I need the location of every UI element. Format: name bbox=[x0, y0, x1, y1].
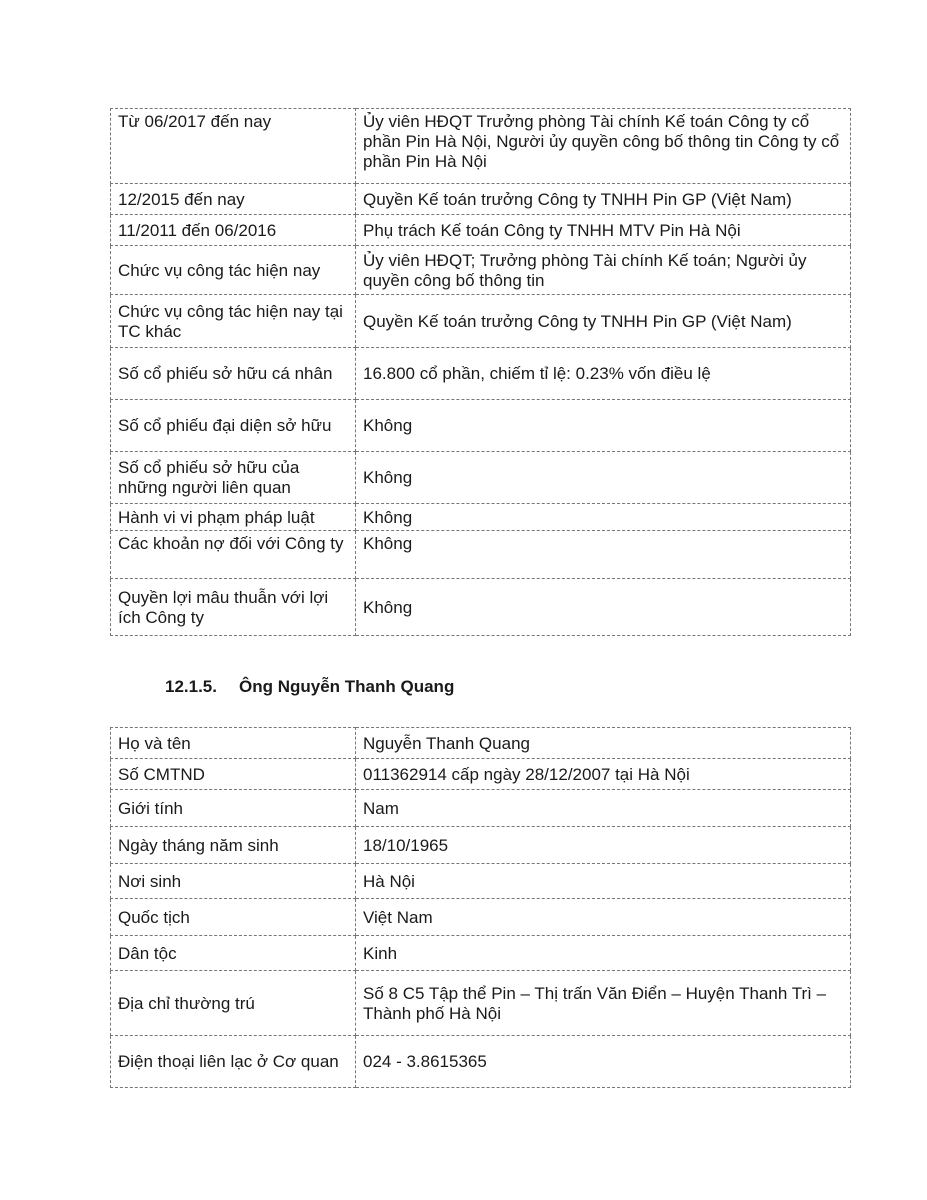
table-row bbox=[111, 109, 851, 184]
row-label: Chức vụ công tác hiện nay tại TC khác bbox=[111, 295, 356, 348]
row-label: Số cổ phiếu sở hữu của những người liên quan bbox=[111, 452, 356, 504]
row-label: 12/2015 đến nay bbox=[111, 184, 356, 215]
table-row bbox=[111, 790, 851, 827]
table-row bbox=[111, 531, 851, 579]
table-row bbox=[111, 759, 851, 790]
row-label: Điện thoại liên lạc ở Cơ quan bbox=[111, 1036, 356, 1088]
row-value: Không bbox=[356, 504, 851, 531]
row-value: Không bbox=[356, 579, 851, 636]
row-value: Quyền Kế toán trưởng Công ty TNHH Pin GP (Việt Nam) bbox=[356, 295, 851, 348]
row-label: Từ 06/2017 đến nay bbox=[111, 109, 356, 184]
row-label: Chức vụ công tác hiện nay bbox=[111, 246, 356, 295]
row-value: Số 8 C5 Tập thể Pin – Thị trấn Văn Điển – Huyện Thanh Trì – Thành phố Hà Nội bbox=[356, 971, 851, 1036]
row-label: Số cổ phiếu đại diện sở hữu bbox=[111, 400, 356, 452]
table-row bbox=[111, 246, 851, 295]
table-row bbox=[111, 579, 851, 636]
table-row bbox=[111, 728, 851, 759]
table-row bbox=[111, 348, 851, 400]
table-row bbox=[111, 400, 851, 452]
personal-info-table bbox=[110, 727, 851, 1088]
row-value: Ủy viên HĐQT; Trưởng phòng Tài chính Kế toán; Người ủy quyền công bố thông tin bbox=[356, 246, 851, 295]
row-value: 18/10/1965 bbox=[356, 827, 851, 864]
table-row bbox=[111, 295, 851, 348]
row-value: Quyền Kế toán trưởng Công ty TNHH Pin GP (Việt Nam) bbox=[356, 184, 851, 215]
row-label: Số cổ phiếu sở hữu cá nhân bbox=[111, 348, 356, 400]
table-row bbox=[111, 899, 851, 936]
table-row bbox=[111, 184, 851, 215]
table-row bbox=[111, 452, 851, 504]
row-label: Các khoản nợ đối với Công ty bbox=[111, 531, 356, 579]
table-row bbox=[111, 827, 851, 864]
row-label: Nơi sinh bbox=[111, 864, 356, 899]
row-label: Hành vi vi phạm pháp luật bbox=[111, 504, 356, 531]
table-row bbox=[111, 504, 851, 531]
row-value: Việt Nam bbox=[356, 899, 851, 936]
row-value: Không bbox=[356, 452, 851, 504]
row-label: Quốc tịch bbox=[111, 899, 356, 936]
row-value: 16.800 cổ phần, chiếm tỉ lệ: 0.23% vốn điều lệ bbox=[356, 348, 851, 400]
row-value: Phụ trách Kế toán Công ty TNHH MTV Pin Hà Nội bbox=[356, 215, 851, 246]
section-heading bbox=[165, 676, 454, 698]
table-row bbox=[111, 971, 851, 1036]
row-value: Nam bbox=[356, 790, 851, 827]
table-row bbox=[111, 936, 851, 971]
row-label: Dân tộc bbox=[111, 936, 356, 971]
row-label: 11/2011 đến 06/2016 bbox=[111, 215, 356, 246]
row-label: Số CMTND bbox=[111, 759, 356, 790]
table-row bbox=[111, 215, 851, 246]
row-value: Nguyễn Thanh Quang bbox=[356, 728, 851, 759]
row-value: Không bbox=[356, 531, 851, 579]
career-table bbox=[110, 108, 851, 636]
section-title: Ông Nguyễn Thanh Quang bbox=[239, 677, 455, 696]
row-value: Ủy viên HĐQT Trưởng phòng Tài chính Kế toán Công ty cổ phần Pin Hà Nội, Người ủy quyền công bố thông tin Công ty cổ phần Pin Hà Nội bbox=[356, 109, 851, 184]
table-row bbox=[111, 1036, 851, 1088]
table-row bbox=[111, 864, 851, 899]
section-number: 12.1.5. bbox=[165, 677, 217, 696]
row-value: 011362914 cấp ngày 28/12/2007 tại Hà Nội bbox=[356, 759, 851, 790]
row-value: Kinh bbox=[356, 936, 851, 971]
row-value: 024 - 3.8615365 bbox=[356, 1036, 851, 1088]
row-value: Không bbox=[356, 400, 851, 452]
row-value: Hà Nội bbox=[356, 864, 851, 899]
row-label: Địa chỉ thường trú bbox=[111, 971, 356, 1036]
row-label: Quyền lợi mâu thuẫn với lợi ích Công ty bbox=[111, 579, 356, 636]
row-label: Ngày tháng năm sinh bbox=[111, 827, 356, 864]
row-label: Họ và tên bbox=[111, 728, 356, 759]
row-label: Giới tính bbox=[111, 790, 356, 827]
